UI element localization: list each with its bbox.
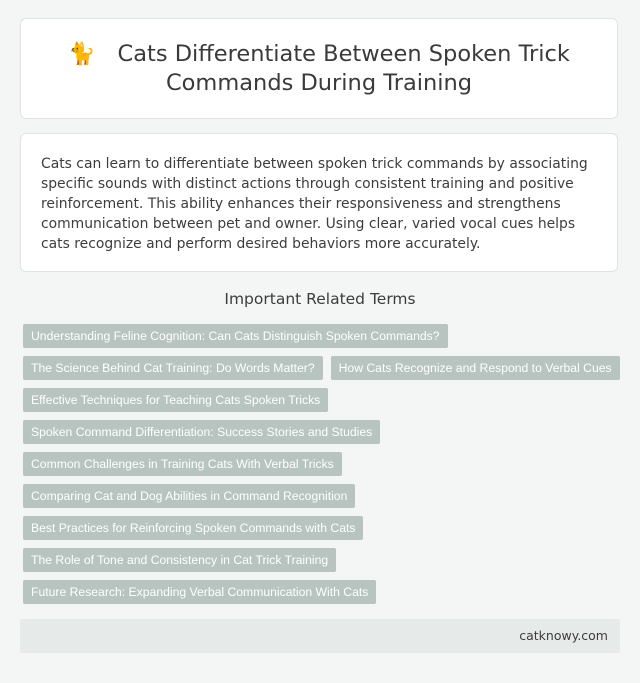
tag-row: [23, 388, 623, 412]
related-term-tag[interactable]: Comparing Cat and Dog Abilities in Command Recognition: [23, 484, 355, 508]
tag-row: [23, 580, 623, 604]
tag-row: [23, 324, 623, 348]
description-text: Cats can learn to differentiate between spoken trick commands by associating specific sounds with distinct actions through consistent training and positive reinforcement. This ability enhances their responsiveness and strengthens communication between pet and owner. Using clear, varied vocal cues helps cats recognize and perform desired behaviors more accurately.: [41, 156, 588, 252]
footer-site-link[interactable]: catknowy.com: [519, 628, 608, 643]
related-term-tag[interactable]: Common Challenges in Training Cats With Verbal Tricks: [23, 452, 342, 476]
cat-icon: 🐈: [68, 41, 96, 67]
tag-row: [23, 516, 623, 540]
description-card: [20, 133, 618, 272]
footer: [20, 619, 620, 653]
page-title-text: Cats Differentiate Between Spoken Trick Commands During Training: [117, 40, 570, 96]
tag-row: [23, 420, 623, 444]
related-terms-heading: Important Related Terms: [224, 290, 416, 308]
related-term-tag[interactable]: The Science Behind Cat Training: Do Words Matter?: [23, 356, 323, 380]
related-term-tag[interactable]: Effective Techniques for Teaching Cats Spoken Tricks: [23, 388, 328, 412]
related-term-tag[interactable]: Spoken Command Differentiation: Success Stories and Studies: [23, 420, 380, 444]
tag-row: [23, 356, 623, 380]
tag-row: [23, 484, 623, 508]
tag-row: [23, 548, 623, 572]
related-term-tag[interactable]: Future Research: Expanding Verbal Communication With Cats: [23, 580, 376, 604]
related-term-tag[interactable]: How Cats Recognize and Respond to Verbal Cues: [331, 356, 620, 380]
related-term-tag[interactable]: Understanding Feline Cognition: Can Cats Distinguish Spoken Commands?: [23, 324, 448, 348]
related-terms-list: [23, 324, 623, 612]
related-term-tag[interactable]: Best Practices for Reinforcing Spoken Commands with Cats: [23, 516, 363, 540]
related-term-tag[interactable]: The Role of Tone and Consistency in Cat Trick Training: [23, 548, 336, 572]
page-title: [51, 40, 587, 98]
tag-row: [23, 452, 623, 476]
title-card: [20, 18, 618, 119]
